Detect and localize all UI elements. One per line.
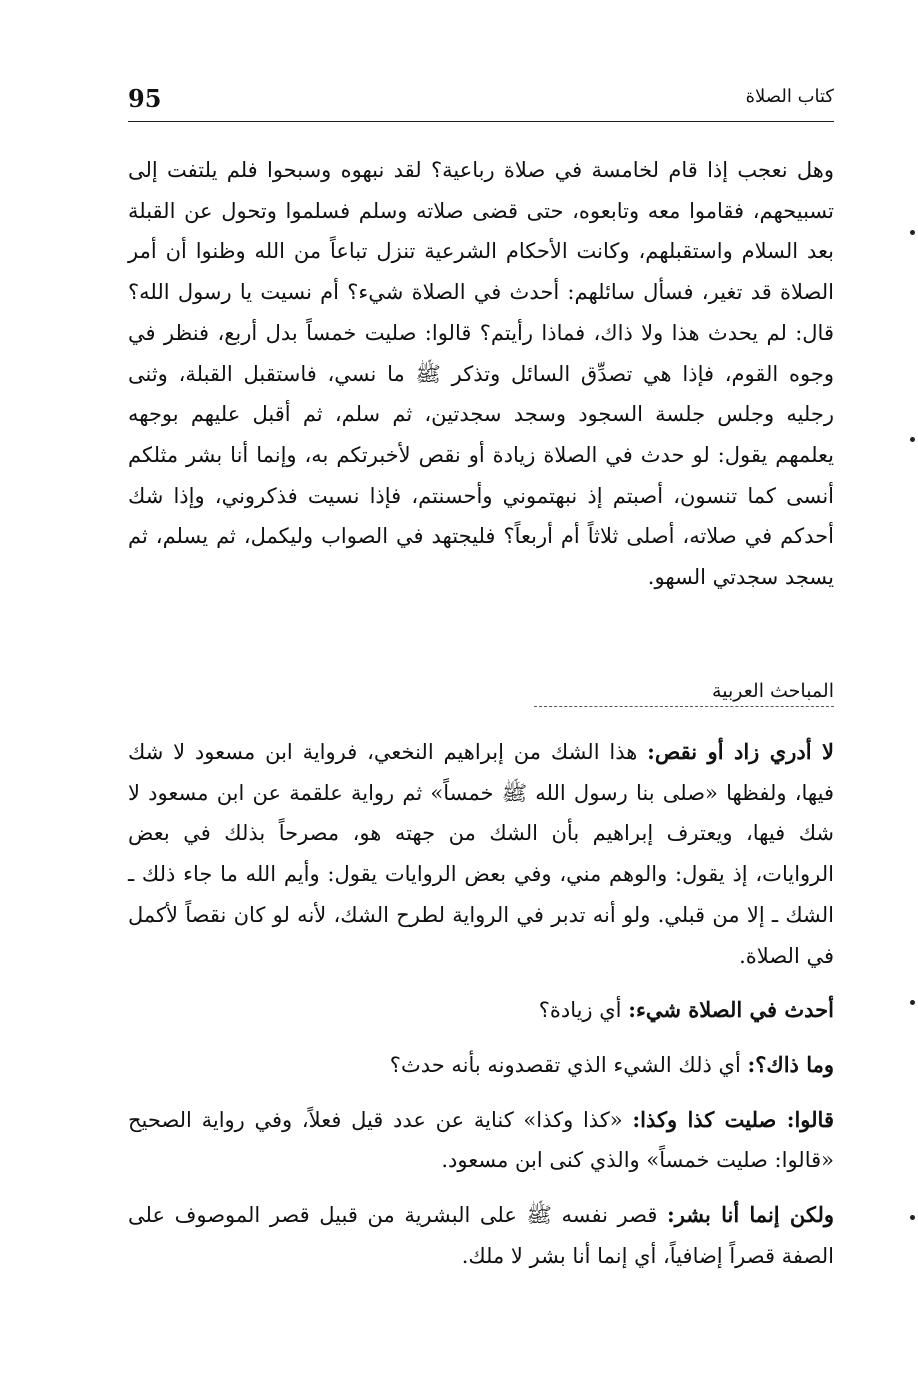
page-header	[128, 82, 834, 118]
glossary-definition: قصر نفسه ﷺ على البشرية من قبيل قصر الموصوف على الصفة قصراً إضافياً، أي إنما أنا بشر لا ملك.	[128, 1203, 834, 1268]
glossary-entry	[128, 990, 834, 1031]
glossary-definition: أي ذلك الشيء الذي تقصدونه بأنه حدث؟	[389, 1052, 748, 1077]
body-paragraph: وهل نعجب إذا قام لخامسة في صلاة رباعية؟ لقد نبهوه وسبحوا فلم يلتفت إلى تسبيحهم، فقاموا معه وتابعوه، حتى قضى صلاته وسلم فسلموا وتحول عن القبلة بعد السلام واستقبلهم، وكانت الأحكام الشرعية تنزل تباعاً من الله وظنوا أن أمر الصلاة قد تغير، فسأل سائلهم: أحدث في الصلاة شيء؟ أم نسيت يا رسول الله؟ قال: لم يحدث هذا ولا ذاك، فماذا رأيتم؟ قالوا: صليت خمساً بدل أربع، فنظر في وجوه القوم، فإذا هي تصدِّق السائل وتذكر ﷺ ما نسي، فاستقبل القبلة، وثنى رجليه وجلس جلسة السجود وسجد سجدتين، ثم سلم، ثم أقبل عليهم بوجهه يعلمهم يقول: لو حدث في الصلاة زيادة أو نقص لأخبرتكم به، وإنما أنا بشر مثلكم أنسى كما تنسون، أصبتم إذ نبهتموني وأحسنتم، فإذا نسيت فذكروني، وإذا شك أحدكم في صلاته، أصلى ثلاثاً أم أربعاً؟ فليجتهد في الصواب وليكمل، ثم يسلم، ثم يسجد سجدتي السهو.	[128, 158, 834, 590]
glossary-entry	[128, 732, 834, 976]
glossary-definition: أي زيادة؟	[538, 998, 629, 1023]
glossary-term: أحدث في الصلاة شيء:	[628, 997, 834, 1023]
margin-mark	[910, 230, 915, 235]
glossary-term: وما ذاك؟:	[747, 1051, 834, 1077]
glossary-definition: هذا الشك من إبراهيم النخعي، فرواية ابن مسعود لا شك فيها، ولفظها «صلى بنا رسول الله ﷺ خمساً» ثم رواية علقمة عن ابن مسعود لا شك فيها، ويعترف إبراهيم بأن الشك من جهته هو، مصرحاً بذلك في بعض الروايات، إذ يقول: والوهم مني، وفي بعض الروايات يقول: وأيم الله ما جاء ذلك ـ الشك ـ إلا من قبلي. ولو أنه تدبر في الرواية لطرح الشك، لأنه لو كان نقصاً لأكمل في الصلاة.	[128, 740, 834, 968]
main-text	[128, 150, 834, 598]
page-number: 95	[128, 84, 162, 113]
margin-mark	[910, 1215, 915, 1220]
glossary-entry	[128, 1100, 834, 1181]
glossary-term: قالوا: صليت كذا وكذا:	[632, 1106, 834, 1132]
margin-mark	[910, 437, 915, 442]
section-heading: المباحث العربية	[534, 680, 834, 707]
margin-mark	[910, 1000, 915, 1005]
glossary-section	[128, 732, 834, 1276]
glossary-term: ولكن إنما أنا بشر:	[666, 1202, 834, 1228]
header-divider	[128, 121, 834, 122]
glossary-entry	[128, 1195, 834, 1276]
glossary-entry	[128, 1045, 834, 1086]
running-title: كتاب الصلاة	[745, 86, 834, 107]
glossary-term: لا أدري زاد أو نقص:	[647, 739, 834, 764]
glossary-definition: «كذا وكذا» كناية عن عدد قيل فعلاً، وفي رواية الصحيح «قالوا: صليت خمساً» والذي كنى ابن مسعود.	[128, 1107, 834, 1173]
